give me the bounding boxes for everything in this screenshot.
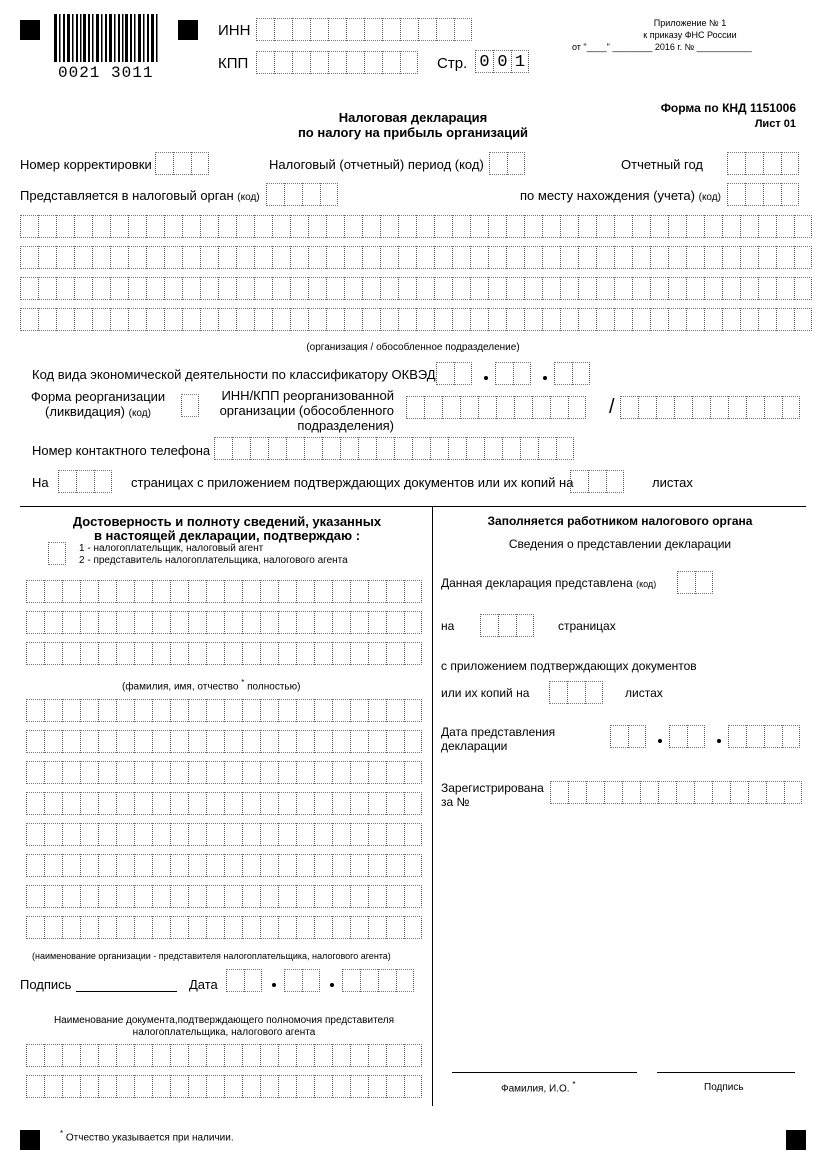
okved-cells-1[interactable] — [436, 362, 472, 385]
pages-with-docs-label: страницах с приложением подтверждающих документов или их копий на — [131, 475, 574, 490]
correction-number-cells[interactable] — [155, 152, 209, 175]
reorg-inn-label-3: подразделения) — [297, 418, 394, 433]
cell-row[interactable] — [20, 246, 812, 269]
organization-caption: (организация / обособленное подразделение) — [306, 342, 520, 353]
submitted-label — [441, 576, 656, 591]
page-label: Стр. — [437, 55, 468, 72]
phone-cells[interactable] — [214, 437, 574, 460]
official-fio-text: Фамилия, И.О. — [501, 1083, 570, 1095]
footnote — [60, 1128, 234, 1144]
official-fio-asterisk: * — [572, 1080, 576, 1089]
appendix-line-3: от "____" ________ 2016 г. № ___________ — [572, 42, 752, 52]
confirm-type-cell[interactable] — [48, 542, 66, 565]
fio-signature-line[interactable] — [452, 1072, 637, 1073]
tax-authority-label — [20, 188, 260, 204]
reorg-inn-label-1: ИНН/КПП реорганизованной — [221, 388, 394, 403]
okved-cells-3[interactable] — [554, 362, 590, 385]
confirm-heading-2: в настоящей декларации, подтверждаю : — [93, 528, 361, 543]
page-digit: 1 — [511, 50, 529, 73]
appendix-line-1: Приложение № 1 — [653, 18, 727, 28]
confirm-option-1: 1 - налогоплательщик, налоговый агент — [79, 543, 264, 554]
date-month-cells[interactable] — [284, 969, 320, 992]
tax-office-heading: Заполняется работником налогового органа — [487, 514, 753, 528]
corner-marker-top-left — [20, 20, 40, 40]
page-number-cells — [475, 50, 529, 73]
reorg-form-text: (ликвидация) — [45, 404, 125, 419]
corner-marker-bottom-left — [20, 1130, 40, 1150]
submitted-code-hint: (код) — [636, 579, 657, 589]
correction-number-label: Номер корректировки — [20, 157, 152, 172]
cell-row[interactable] — [26, 761, 422, 784]
inn-input-cells[interactable] — [256, 18, 472, 41]
submission-date-label-1: Дата представления — [441, 725, 556, 739]
right-sheets-cells[interactable] — [549, 681, 603, 704]
fio-asterisk: * — [241, 678, 245, 687]
right-pages-label: страницах — [558, 619, 616, 633]
date-separator-dot — [272, 983, 276, 987]
document-name-cells[interactable] — [26, 1044, 422, 1106]
page-digit: 0 — [475, 50, 493, 73]
form-title-line2: по налогу на прибыль организаций — [297, 125, 529, 140]
reorg-slash: / — [609, 396, 615, 418]
date-day-cells[interactable] — [226, 969, 262, 992]
form-code: Форма по КНД 1151006 — [660, 101, 796, 115]
sheets-count-cells[interactable] — [570, 470, 624, 493]
doc-name-caption-1: Наименование документа,подтверждающего полномочия представителя — [53, 1015, 395, 1026]
reorg-inn-cells[interactable] — [406, 396, 586, 419]
okved-separator-dot — [543, 376, 547, 380]
date-year-cells[interactable] — [342, 969, 414, 992]
fio-cells[interactable] — [26, 580, 422, 673]
appendix-line-2: к приказу ФНС России — [643, 30, 737, 40]
report-year-label: Отчетный год — [621, 157, 703, 172]
tax-authority-code-hint: (код) — [237, 192, 260, 203]
okved-cells-2[interactable] — [495, 362, 531, 385]
section-divider — [20, 506, 806, 507]
or-copies-label: или их копий на — [441, 686, 530, 700]
cell-row[interactable] — [26, 699, 422, 722]
signature-line[interactable] — [76, 991, 177, 992]
cell-row[interactable] — [26, 1044, 422, 1067]
barcode-number: 0021 3011 — [58, 64, 154, 82]
cell-row[interactable] — [26, 580, 422, 603]
cell-row[interactable] — [20, 277, 812, 300]
cell-row[interactable] — [26, 642, 422, 665]
registered-label-1: Зарегистрирована — [441, 781, 544, 795]
submission-day-cells[interactable] — [610, 725, 646, 748]
doc-name-caption-2: налогоплательщика, налогового агента — [132, 1027, 316, 1038]
cell-row[interactable] — [20, 308, 812, 331]
submission-year-cells[interactable] — [728, 725, 800, 748]
fio-caption-start: (фамилия, имя, отчество — [122, 681, 239, 693]
right-pages-cells[interactable] — [480, 614, 534, 637]
right-sheets-label: листах — [625, 686, 663, 700]
date-separator-dot — [658, 739, 662, 743]
location-code-hint: (код) — [698, 192, 721, 203]
location-cells[interactable] — [727, 183, 799, 206]
with-docs-label: с приложением подтверждающих документов — [441, 659, 697, 673]
confirm-option-2: 2 - представитель налогоплательщика, налогового агента — [79, 555, 348, 566]
location-text: по месту нахождения (учета) — [520, 188, 695, 203]
registration-number-cells[interactable] — [550, 781, 802, 804]
pages-count-cells[interactable] — [58, 470, 112, 493]
pages-on-label: На — [32, 475, 49, 490]
right-on-label: на — [441, 619, 455, 633]
cell-row[interactable] — [26, 916, 422, 939]
date-separator-dot — [717, 739, 721, 743]
corner-marker-top-right — [178, 20, 198, 40]
date-separator-dot — [330, 983, 334, 987]
phone-label: Номер контактного телефона — [32, 443, 211, 458]
page-digit: 0 — [493, 50, 511, 73]
column-divider — [432, 506, 433, 1106]
reorg-form-label-2 — [28, 404, 168, 420]
tax-authority-text: Представляется в налоговый орган — [20, 188, 234, 203]
tax-office-subheading: Сведения о представлении декларации — [508, 537, 732, 551]
reorg-code-hint: (код) — [128, 408, 151, 419]
cell-row[interactable] — [20, 215, 812, 238]
tax-period-label: Налоговый (отчетный) период (код) — [269, 157, 484, 172]
kpp-input-cells[interactable] — [256, 51, 418, 74]
official-signature-caption: Подпись — [704, 1082, 744, 1093]
okved-separator-dot — [484, 376, 488, 380]
fio-caption-end: полностью) — [247, 681, 301, 693]
location-label — [520, 188, 721, 204]
representative-org-caption: (наименование организации - представителя налогоплательщика, налогового агента) — [32, 951, 391, 961]
reorg-form-label-1: Форма реорганизации — [30, 389, 166, 404]
reorg-form-cells[interactable] — [181, 394, 199, 417]
fio-caption — [122, 677, 300, 693]
signature-label: Подпись — [20, 977, 72, 992]
corner-marker-bottom-right — [786, 1130, 806, 1150]
okved-label: Код вида экономической деятельности по классификатору ОКВЭД — [32, 367, 436, 382]
footnote-asterisk: * — [60, 1129, 64, 1138]
cell-row[interactable] — [26, 1075, 422, 1098]
report-year-cells[interactable] — [727, 152, 799, 175]
date-label: Дата — [189, 977, 218, 992]
official-signature-line[interactable] — [657, 1072, 795, 1073]
form-title-line1: Налоговая декларация — [338, 110, 488, 125]
cell-row[interactable] — [26, 854, 422, 877]
tax-authority-cells[interactable] — [266, 183, 338, 206]
submission-date-label-2: декларации — [441, 739, 508, 753]
tax-period-cells[interactable] — [489, 152, 525, 175]
footnote-text: Отчество указывается при наличии. — [65, 1132, 234, 1144]
organization-name-cells[interactable] — [20, 215, 812, 339]
confirm-heading-1: Достоверность и полноту сведений, указанных — [72, 514, 382, 529]
registered-label-2: за № — [441, 795, 470, 809]
cell-row[interactable] — [26, 611, 422, 634]
representative-org-cells[interactable] — [26, 699, 422, 947]
reorg-inn-label-2: организации (обособленного — [219, 403, 394, 418]
inn-label: ИНН — [218, 22, 251, 39]
cell-row[interactable] — [26, 885, 422, 908]
cell-row[interactable] — [26, 823, 422, 846]
cell-row[interactable] — [26, 792, 422, 815]
kpp-label: КПП — [218, 55, 249, 72]
submission-month-cells[interactable] — [669, 725, 705, 748]
reorg-kpp-cells[interactable] — [620, 396, 800, 419]
submitted-code-cells[interactable] — [677, 571, 713, 594]
sheets-label: листах — [652, 475, 693, 490]
cell-row[interactable] — [26, 730, 422, 753]
submitted-text: Данная декларация представлена — [441, 576, 633, 590]
sheet-number: Лист 01 — [754, 118, 796, 130]
official-fio-caption — [501, 1079, 575, 1095]
